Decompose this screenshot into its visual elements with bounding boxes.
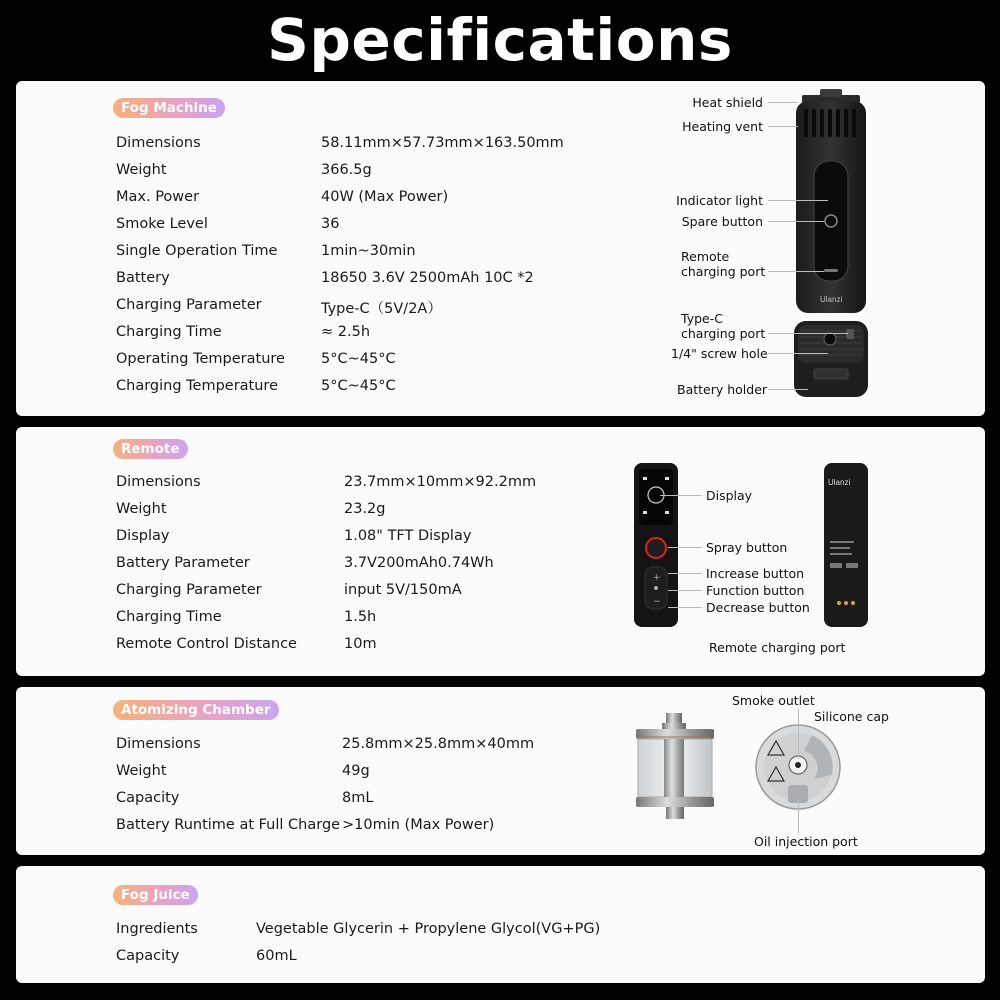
- spec-value: 5°C~45°C: [321, 351, 396, 367]
- atomizer-top-illustration: [754, 723, 844, 813]
- fog-machine-brand: Ulanzi: [820, 295, 843, 304]
- callout-line: [668, 547, 702, 548]
- callout-heating-vent: Heating vent: [682, 119, 763, 134]
- callout-line: [768, 102, 798, 103]
- callout-line: [798, 709, 799, 759]
- spec-label: Capacity: [116, 790, 180, 806]
- spec-label: Charging Time: [116, 324, 222, 340]
- spec-value: 366.5g: [321, 162, 372, 178]
- spec-value: Type-C（5V/2A）: [321, 301, 442, 317]
- spec-label: Display: [116, 528, 170, 544]
- atomizing-chamber-card: [16, 687, 985, 855]
- spec-label: Battery Parameter: [116, 555, 250, 571]
- spec-value: 60mL: [256, 948, 297, 964]
- spec-label: Operating Temperature: [116, 351, 285, 367]
- spec-label: Smoke Level: [116, 216, 208, 232]
- callout-line: [768, 221, 824, 222]
- spec-value: 3.7V200mAh0.74Wh: [344, 555, 494, 571]
- spec-label: Weight: [116, 162, 167, 178]
- remote-card: [16, 427, 985, 676]
- callout-function-button: Function button: [706, 583, 805, 598]
- callout-indicator-light: Indicator light: [676, 193, 763, 208]
- remote-front-illustration: [634, 463, 680, 629]
- spec-label: Dimensions: [116, 135, 201, 151]
- spec-value: 5°C~45°C: [321, 378, 396, 394]
- spec-value: 1.08" TFT Display: [344, 528, 472, 544]
- spec-label: Dimensions: [116, 736, 201, 752]
- page-title: Specifications: [267, 6, 733, 74]
- spec-label: Charging Parameter: [116, 297, 262, 313]
- callout-remote-charging-1: Remote: [681, 249, 730, 264]
- remote-brand: Ulanzi: [828, 478, 851, 487]
- spec-value: 10m: [344, 636, 377, 652]
- callout-increase-button: Increase button: [706, 566, 805, 581]
- spec-label: Charging Time: [116, 609, 222, 625]
- callout-smoke-outlet: Smoke outlet: [732, 693, 815, 708]
- atomizing-chamber-tag: Atomizing Chamber: [113, 700, 279, 720]
- callout-spray-button: Spray button: [706, 540, 788, 555]
- spec-label: Single Operation Time: [116, 243, 278, 259]
- callout-remote-charging-port: Remote charging port: [709, 640, 846, 655]
- spec-label: Weight: [116, 763, 167, 779]
- spec-value: 1min~30min: [321, 243, 416, 259]
- callout-line: [660, 495, 702, 496]
- spec-label: Dimensions: [116, 474, 201, 490]
- spec-value: 58.11mm×57.73mm×163.50mm: [321, 135, 564, 151]
- fog-juice-tag: Fog Juice: [113, 885, 198, 905]
- callout-line: [668, 607, 702, 608]
- spec-value: ≈ 2.5h: [321, 324, 371, 340]
- callout-oil-injection-port: Oil injection port: [754, 834, 858, 849]
- callout-remote-charging-2: charging port: [681, 264, 766, 279]
- callout-line: [768, 353, 828, 354]
- callout-heat-shield: Heat shield: [692, 95, 763, 110]
- fog-machine-tag: Fog Machine: [113, 98, 225, 118]
- spec-label: Battery Runtime at Full Charge: [116, 817, 341, 833]
- callout-line: [668, 590, 702, 591]
- spec-value: 8mL: [342, 790, 374, 806]
- callout-typec-2: charging port: [681, 326, 766, 341]
- spec-value: Vegetable Glycerin + Propylene Glycol(VG+PG): [256, 921, 601, 937]
- spec-value: 36: [321, 216, 340, 232]
- callout-line: [768, 389, 808, 390]
- spec-value: 18650 3.6V 2500mAh 10C *2: [321, 270, 534, 286]
- callout-line: [668, 573, 702, 574]
- callout-line: [768, 333, 848, 334]
- fog-machine-illustration: [794, 95, 874, 315]
- callout-line: [768, 271, 824, 272]
- remote-back-illustration: [824, 463, 870, 629]
- spec-label: Remote Control Distance: [116, 636, 297, 652]
- spec-value: 49g: [342, 763, 370, 779]
- callout-line: [768, 126, 798, 127]
- spec-label: Ingredients: [116, 921, 198, 937]
- spec-value: input 5V/150mA: [344, 582, 462, 598]
- remote-tag: Remote: [113, 439, 188, 459]
- spec-value: 1.5h: [344, 609, 377, 625]
- spec-label: Battery: [116, 270, 170, 286]
- callout-typec-1: Type-C: [681, 311, 723, 326]
- spec-value: 25.8mm×25.8mm×40mm: [342, 736, 535, 752]
- callout-line: [798, 799, 799, 833]
- callout-screw-hole: 1/4" screw hole: [671, 346, 768, 361]
- spec-value: 23.2g: [344, 501, 386, 517]
- callout-spare-button: Spare button: [681, 214, 763, 229]
- callout-line: [768, 200, 828, 201]
- callout-decrease-button: Decrease button: [706, 600, 810, 615]
- atomizer-side-illustration: [634, 713, 718, 823]
- spec-value: >10min (Max Power): [342, 817, 495, 833]
- svg-text:−: −: [653, 597, 661, 607]
- fog-juice-card: [16, 866, 985, 983]
- callout-silicone-cap: Silicone cap: [814, 709, 889, 724]
- spec-label: Capacity: [116, 948, 180, 964]
- spec-label: Weight: [116, 501, 167, 517]
- spec-label: Charging Parameter: [116, 582, 262, 598]
- callout-battery-holder: Battery holder: [677, 382, 768, 397]
- callout-display: Display: [706, 488, 753, 503]
- spec-value: 23.7mm×10mm×92.2mm: [344, 474, 537, 490]
- spec-label: Max. Power: [116, 189, 200, 205]
- svg-text:+: +: [653, 573, 661, 583]
- fog-machine-card: [16, 81, 985, 416]
- spec-value: 40W (Max Power): [321, 189, 449, 205]
- spec-label: Charging Temperature: [116, 378, 278, 394]
